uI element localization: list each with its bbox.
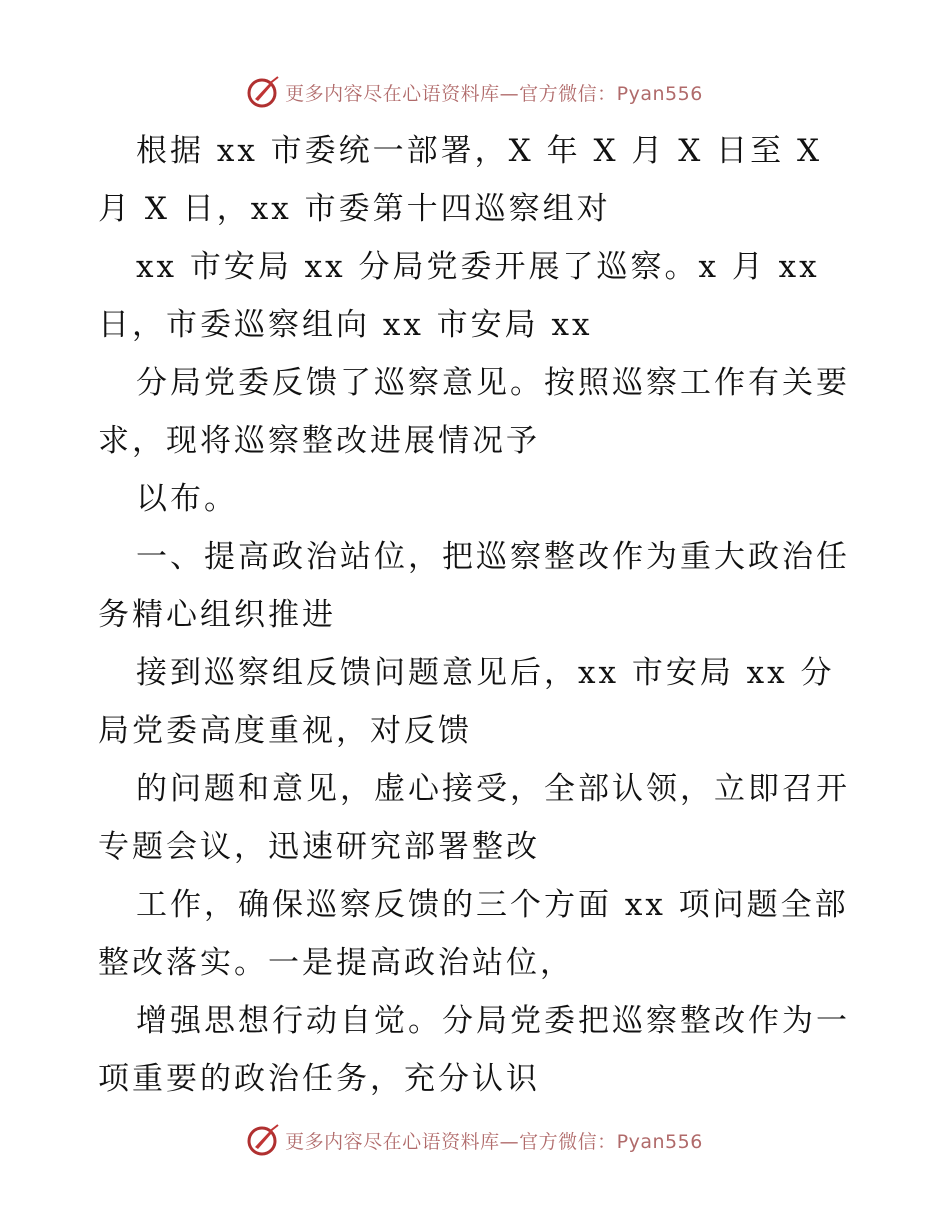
text-line: 专题会议，迅速研究部署整改 — [98, 829, 540, 865]
footer-banner — [0, 1120, 950, 1160]
text-line: 局党委高度重视，对反馈 — [98, 713, 472, 749]
section-heading-line: 务精心组织推进 — [98, 597, 336, 633]
text-line: xx 市安局 xx 分局党委开展了巡察。x 月 xx — [136, 249, 820, 285]
text-line: 的问题和意见，虚心接受，全部认领，立即召开 — [136, 771, 850, 807]
text-line: 日，市委巡察组向 xx 市安局 xx — [98, 307, 593, 343]
text-line: 整改落实。一是提高政治站位， — [98, 945, 574, 981]
pen-quill-logo-icon — [247, 1123, 281, 1157]
text-line: 接到巡察组反馈问题意见后，xx 市安局 xx 分 — [136, 655, 835, 691]
text-line: 项重要的政治任务，充分认识 — [98, 1061, 540, 1097]
text-line: 求，现将巡察整改进展情况予 — [98, 423, 540, 459]
header-banner-text: 更多内容尽在心语资料库—官方微信：Pyan556 — [285, 82, 703, 105]
header-banner — [0, 72, 950, 112]
text-line: 增强思想行动自觉。分局党委把巡察整改作为一 — [136, 1003, 850, 1039]
pen-quill-logo-icon — [247, 75, 281, 109]
text-line: 月 X 日，xx 市委第十四巡察组对 — [98, 191, 611, 227]
footer-banner-text: 更多内容尽在心语资料库—官方微信：Pyan556 — [285, 1130, 703, 1153]
text-line: 根据 xx 市委统一部署，X 年 X 月 X 日至 X — [136, 133, 823, 169]
text-line: 工作，确保巡察反馈的三个方面 xx 项问题全部 — [136, 887, 849, 923]
document-body — [98, 122, 858, 1108]
text-line: 以布。 — [136, 481, 238, 517]
section-heading-line: 一、提高政治站位，把巡察整改作为重大政治任 — [136, 539, 850, 575]
text-line: 分局党委反馈了巡察意见。按照巡察工作有关要 — [136, 365, 850, 401]
